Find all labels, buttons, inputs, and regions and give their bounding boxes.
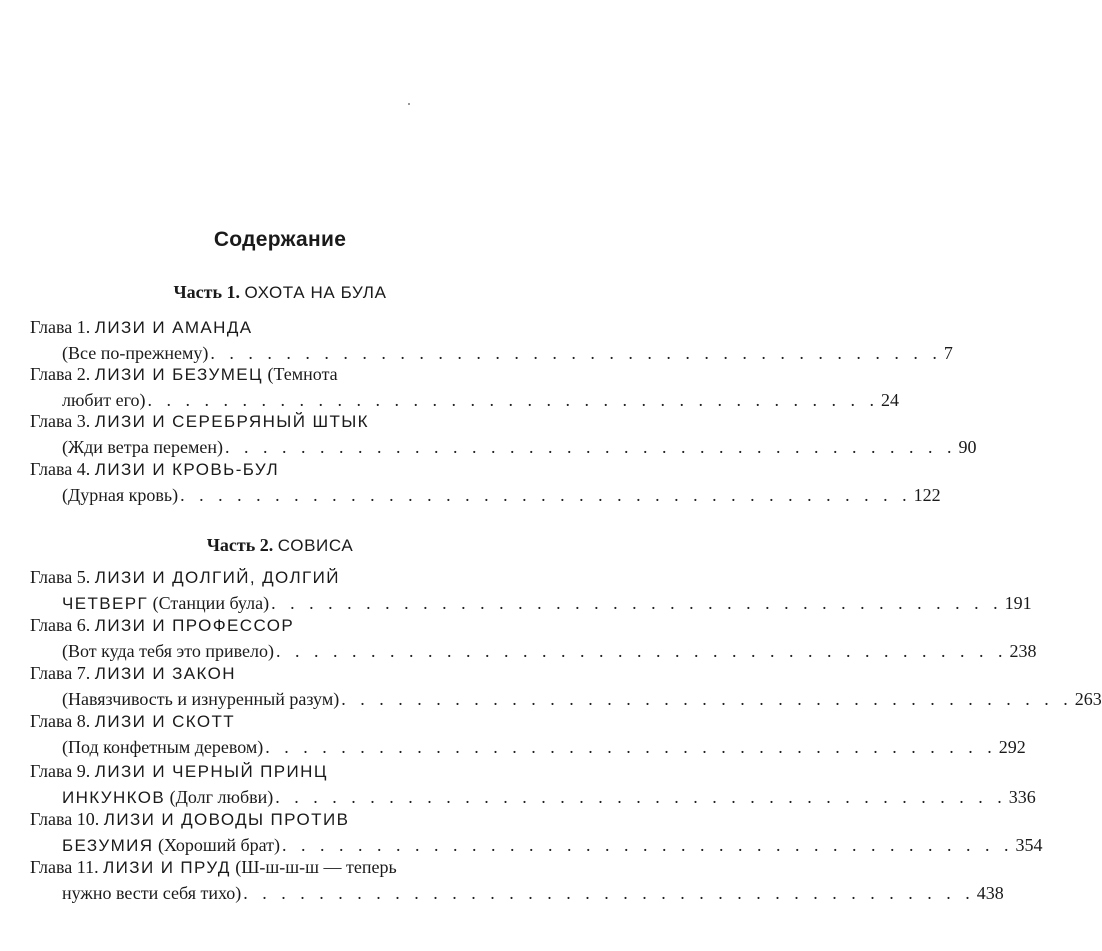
toc-entry-chapter-10[interactable] xyxy=(30,806,1043,858)
dot-leader: . . . . . . . . . . . . . . . . . . . . . . . . . . . . . . . . . . . . . . . xyxy=(275,641,1008,661)
chapter-subtitle-cont: нужно вести себя тихо) xyxy=(62,883,242,903)
chapter-title: ЛИЗИ И ДОВОДЫ ПРОТИВ xyxy=(103,810,350,829)
chapter-label: Глава 3. xyxy=(30,411,91,431)
toc-entry-chapter-3[interactable] xyxy=(30,408,977,460)
page-number: 238 xyxy=(1009,641,1037,661)
toc-entry-chapter-7[interactable] xyxy=(30,660,1102,712)
toc-entry-chapter-5[interactable] xyxy=(30,564,1032,616)
toc-entry-chapter-4[interactable] xyxy=(30,456,941,508)
toc-entry-chapter-11[interactable] xyxy=(30,854,1004,906)
page-number: 90 xyxy=(958,437,977,457)
chapter-subtitle: (Дурная кровь) xyxy=(62,485,179,505)
part-name: ОХОТА НА БУЛА xyxy=(244,283,387,302)
chapter-subtitle: (Ш-ш-ш-ш — теперь xyxy=(235,857,397,877)
page-number: 336 xyxy=(1008,787,1036,807)
chapter-title: ЛИЗИ И ЗАКОН xyxy=(94,664,236,683)
chapter-title-cont: ИНКУНКОВ xyxy=(62,788,166,807)
dot-leader: . . . . . . . . . . . . . . . . . . . . . . . . . . . . . . . . . . . . . . . xyxy=(341,689,1073,709)
dot-leader: . . . . . . . . . . . . . . . . . . . . . . . . . . . . . . . . . . . . . . . xyxy=(147,390,880,410)
chapter-subtitle: (Темнота xyxy=(267,364,338,384)
part-label: Часть 1. xyxy=(173,282,241,302)
chapter-title: ЛИЗИ И АМАНДА xyxy=(94,318,253,337)
page-number: 354 xyxy=(1015,835,1043,855)
toc-entry-chapter-6[interactable] xyxy=(30,612,1037,664)
chapter-subtitle: (Под конфетным деревом) xyxy=(62,737,264,757)
chapter-label: Глава 7. xyxy=(30,663,91,683)
chapter-label: Глава 1. xyxy=(30,317,91,337)
chapter-title: ЛИЗИ И ПРОФЕССОР xyxy=(94,616,295,635)
toc-entry-chapter-9[interactable] xyxy=(30,758,1036,810)
part-label: Часть 2. xyxy=(206,535,274,555)
page-number: 438 xyxy=(976,883,1004,903)
chapter-subtitle-cont: любит его) xyxy=(62,390,146,410)
chapter-title: ЛИЗИ И КРОВЬ-БУЛ xyxy=(94,460,280,479)
toc-entry-chapter-1[interactable] xyxy=(30,314,953,366)
chapter-subtitle: (Жди ветра перемен) xyxy=(62,437,223,457)
chapter-subtitle: (Все по-прежнему) xyxy=(62,343,209,363)
chapter-label: Глава 9. xyxy=(30,761,91,781)
page-number: 122 xyxy=(913,485,941,505)
dot-leader: . . . . . . . . . . . . . . . . . . . . . . . . . . . . . . . . . . . . . . . xyxy=(275,787,1007,807)
dot-leader: . . . . . . . . . . . . . . . . . . . . . . . . . . . . . . . . . . . . . . . xyxy=(271,593,1003,613)
page-number: 24 xyxy=(881,390,900,410)
chapter-title-cont: БЕЗУМИЯ xyxy=(62,836,154,855)
chapter-subtitle: (Станции була) xyxy=(152,593,270,613)
chapter-subtitle: (Вот куда тебя это привело) xyxy=(62,641,274,661)
chapter-label: Глава 2. xyxy=(30,364,91,384)
toc-title: Содержание xyxy=(213,228,347,251)
chapter-subtitle: (Навязчивость и изнуренный разум) xyxy=(62,689,340,709)
chapter-label: Глава 11. xyxy=(30,857,99,877)
chapter-label: Глава 5. xyxy=(30,567,91,587)
toc-entry-chapter-2[interactable] xyxy=(30,361,900,413)
dot-leader: . . . . . . . . . . . . . . . . . . . . . . . . . . . . . . . . . . . . . . . xyxy=(210,343,942,363)
dot-leader: . . . . . . . . . . . . . . . . . . . . . . . . . . . . . . . . . . . . . . . xyxy=(225,437,957,457)
paper-speck xyxy=(408,103,410,105)
chapter-title: ЛИЗИ И СКОТТ xyxy=(94,712,236,731)
chapter-title: ЛИЗИ И ЧЕРНЫЙ ПРИНЦ xyxy=(94,762,328,781)
dot-leader: . . . . . . . . . . . . . . . . . . . . . . . . . . . . . . . . . . . . . . . xyxy=(282,835,1014,855)
chapter-label: Глава 10. xyxy=(30,809,100,829)
chapter-title-cont: ЧЕТВЕРГ xyxy=(62,594,149,613)
part-heading-1 xyxy=(0,282,560,303)
chapter-label: Глава 6. xyxy=(30,615,91,635)
chapter-subtitle: (Долг любви) xyxy=(169,787,274,807)
page-number: 191 xyxy=(1004,593,1032,613)
chapter-title: ЛИЗИ И СЕРЕБРЯНЫЙ ШТЫК xyxy=(94,412,369,431)
dot-leader: . . . . . . . . . . . . . . . . . . . . . . . . . . . . . . . . . . . . . . . xyxy=(243,883,975,903)
dot-leader: . . . . . . . . . . . . . . . . . . . . . . . . . . . . . . . . . . . . . . . xyxy=(180,485,912,505)
part-name: СОВИСА xyxy=(277,536,354,555)
chapter-title: ЛИЗИ И БЕЗУМЕЦ xyxy=(94,365,263,384)
page-number: 292 xyxy=(998,737,1026,757)
page-number: 263 xyxy=(1074,689,1102,709)
chapter-title: ЛИЗИ И ПРУД xyxy=(103,858,231,877)
toc-entry-chapter-8[interactable] xyxy=(30,708,1026,760)
chapter-subtitle: (Хороший брат) xyxy=(157,835,280,855)
chapter-label: Глава 8. xyxy=(30,711,91,731)
page-number: 7 xyxy=(943,343,953,363)
chapter-label: Глава 4. xyxy=(30,459,91,479)
part-heading-2 xyxy=(0,535,560,556)
dot-leader: . . . . . . . . . . . . . . . . . . . . . . . . . . . . . . . . . . . . . . . xyxy=(265,737,997,757)
chapter-title: ЛИЗИ И ДОЛГИЙ, ДОЛГИЙ xyxy=(94,568,340,587)
